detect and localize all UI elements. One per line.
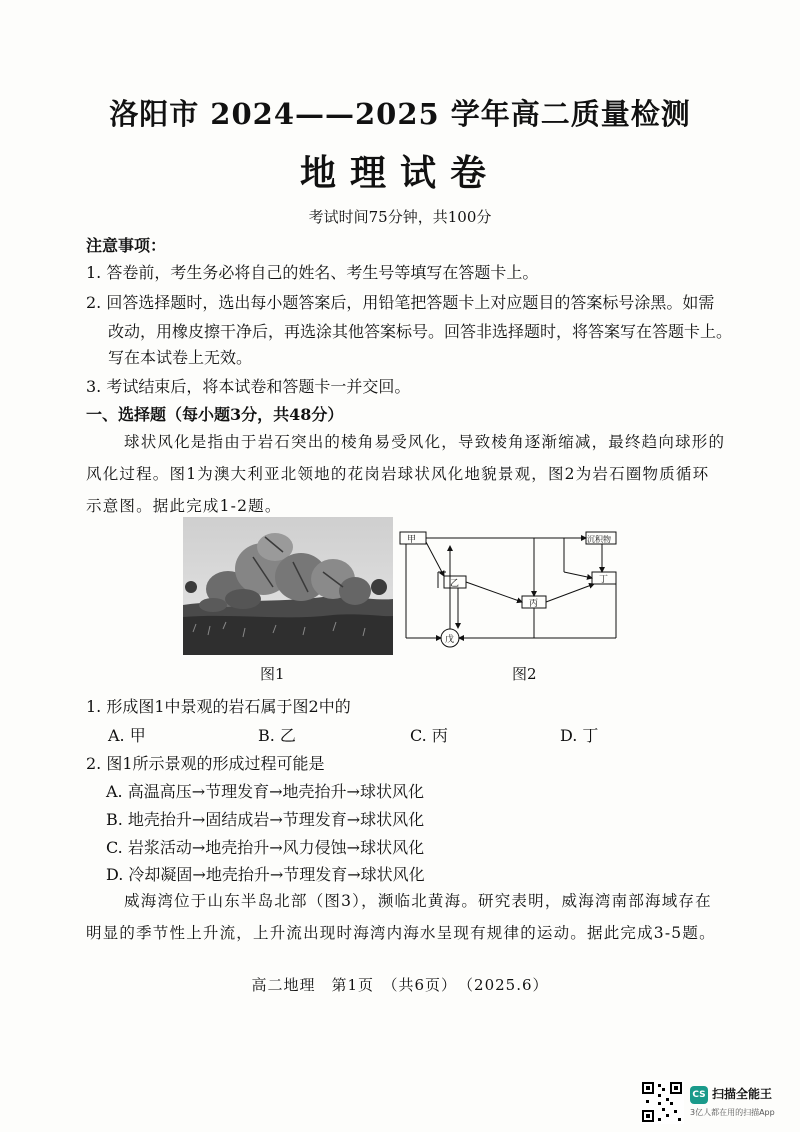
note-item-2-line-2: 改动，用橡皮擦干净后，再选涂其他答案标号。回答非选择题时，将答案写在答题卡上。 bbox=[108, 322, 733, 341]
page-footer: 高二地理 第1页 （共6页） （2025.6） bbox=[251, 976, 549, 994]
figure-1-caption: 图1 bbox=[260, 665, 285, 683]
question-1-stem: 1. 形成图1中景观的岩石属于图2中的 bbox=[86, 697, 351, 716]
scanner-watermark bbox=[640, 1080, 800, 1124]
granite-landscape-image bbox=[183, 517, 393, 655]
passage-2: 威海湾位于山东半岛北部（图3），濒临北黄海。研究表明，威海湾南部海域存在明显的季节性上升流，上升流出现时海湾内海水呈现有规律的运动。据此完成3-5题。 bbox=[86, 892, 716, 942]
q1-option-b[interactable]: B. 乙 bbox=[258, 726, 296, 745]
section-heading: 一、选择题（每小题3分，共48分） bbox=[86, 405, 344, 424]
exam-info: 考试时间75分钟，共100分 bbox=[308, 208, 492, 226]
scanner-tagline: 3亿人都在用的扫描App bbox=[690, 1108, 775, 1117]
figure-2-caption: 图2 bbox=[512, 665, 537, 683]
q2-option-b[interactable]: B. 地壳抬升→固结成岩→节理发育→球状风化 bbox=[106, 810, 425, 829]
label-bing: 丙 bbox=[529, 599, 539, 609]
note-item-2-line-3: 写在本试卷上无效。 bbox=[108, 348, 253, 367]
figure-2-rock-cycle-diagram bbox=[398, 528, 620, 652]
section-intro: 球状风化是指由于岩石突出的棱角易受风化，导致棱角逐渐缩减，最终趋向球形的风化过程。图1为澳大利亚北领地的花岗岩球状风化地貌景观，图2为岩石圈物质循环示意图。据此完成1-2题。 bbox=[86, 433, 726, 515]
q1-option-a[interactable]: A. 甲 bbox=[108, 726, 146, 745]
figure-1-photo bbox=[183, 517, 393, 655]
note-item-2-line-1: 2. 回答选择题时，选出每小题答案后，用铅笔把答题卡上对应题目的答案标号涂黑。如需 bbox=[86, 293, 715, 312]
q1-option-c[interactable]: C. 丙 bbox=[410, 726, 448, 745]
q2-option-d[interactable]: D. 冷却凝固→地壳抬升→节理发育→球状风化 bbox=[106, 865, 425, 884]
notes-heading: 注意事项： bbox=[86, 236, 167, 255]
q2-option-c[interactable]: C. 岩浆活动→地壳抬升→风力侵蚀→球状风化 bbox=[106, 838, 425, 857]
exam-title: 洛阳市 2024——2025 学年高二质量检测 bbox=[109, 97, 691, 131]
label-jia: 甲 bbox=[407, 535, 417, 545]
label-wu: 戊 bbox=[445, 635, 455, 645]
q1-option-d[interactable]: D. 丁 bbox=[560, 726, 599, 745]
label-yi: 乙 bbox=[450, 579, 460, 589]
q2-option-a[interactable]: A. 高温高压→节理发育→地壳抬升→球状风化 bbox=[106, 782, 424, 801]
question-2-stem: 2. 图1所示景观的形成过程可能是 bbox=[86, 754, 325, 773]
camscanner-logo-icon: CS bbox=[690, 1086, 708, 1104]
qr-code-icon bbox=[640, 1080, 684, 1124]
label-sediment: 沉积物 bbox=[587, 535, 611, 544]
note-item-1: 1. 答卷前，考生务必将自己的姓名、考生号等填写在答题卡上。 bbox=[86, 263, 539, 282]
note-item-3: 3. 考试结束后，将本试卷和答题卡一并交回。 bbox=[86, 377, 411, 396]
scanner-app-name: 扫描全能王 bbox=[712, 1087, 773, 1101]
subject-title: 地理试卷 bbox=[299, 152, 500, 194]
label-ding: 丁 bbox=[599, 575, 609, 585]
